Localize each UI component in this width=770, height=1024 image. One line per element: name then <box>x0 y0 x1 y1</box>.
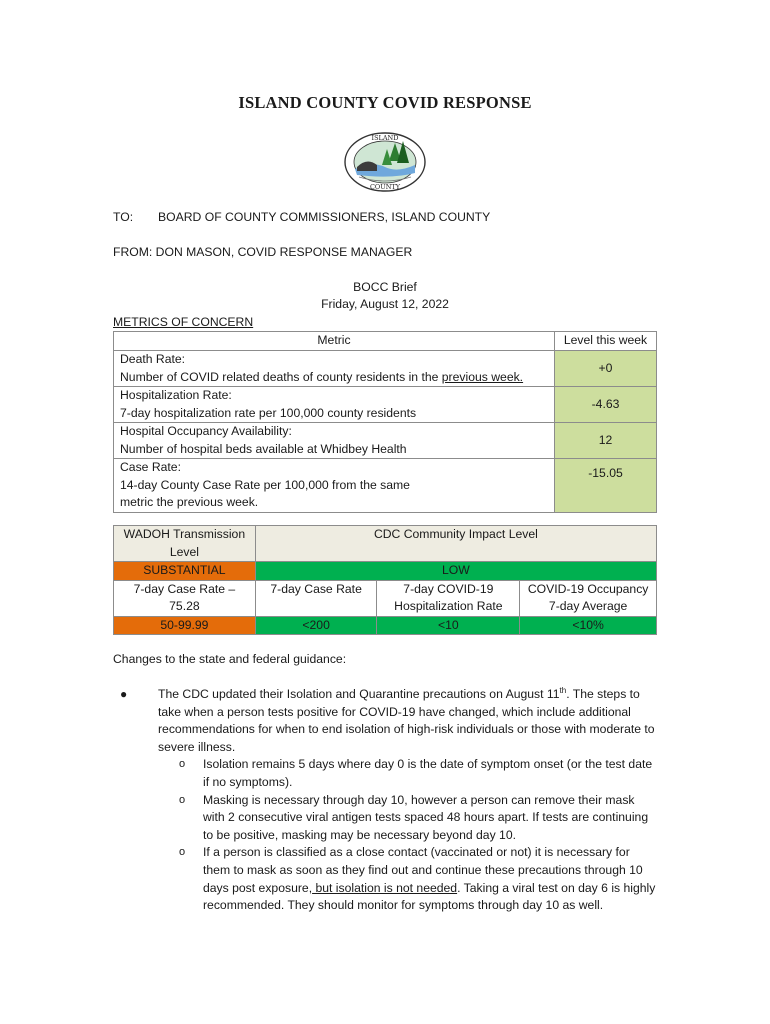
level-row <box>114 562 657 581</box>
metric-name: Case Rate: <box>120 460 181 474</box>
level-col-header: Level this week <box>555 332 657 351</box>
cdc-range: <10% <box>520 616 657 635</box>
brief-title: BOCC Brief <box>353 280 417 294</box>
metric-name: Death Rate: <box>120 352 186 366</box>
table-row <box>114 459 657 513</box>
cdc-metric: 7-day COVID-19 Hospitalization Rate <box>377 580 520 616</box>
sub-list-item: o Masking is necessary through day 10, however a person can remove their mask with 2 consecutive viral antigen tests spaced 48 hours apart. If tests are continuing to be positive, masking may be necessary beyond day 10. <box>179 792 649 842</box>
to-label: TO: <box>113 210 134 224</box>
metric-value: 12 <box>555 423 657 459</box>
circle-bullet-icon: o <box>179 793 186 806</box>
metrics-section-title: METRICS OF CONCERN <box>113 315 254 329</box>
circle-bullet-icon: o <box>179 846 186 859</box>
brief-date: Friday, August 12, 2022 <box>321 297 449 311</box>
from-line <box>113 244 412 261</box>
transmission-header-row <box>114 526 657 562</box>
metrics-table <box>113 331 657 513</box>
ranges-row <box>114 616 657 635</box>
metric-desc: 14-day County Case Rate per 100,000 from the same metric the previous week. <box>120 477 410 509</box>
metric-name: Hospitalization Rate: <box>120 388 232 402</box>
sub-list-item: o If a person is classified as a close contact (vaccinated or not) it is necessary for them to mask as soon as they find out and continue these precautions through 10 days post exposure, but isolation is not needed. Taking a viral test on day 6 is highly recommended. They should monitor for symptoms through day 10 as well. <box>179 845 656 913</box>
to-value: BOARD OF COUNTY COMMISSIONERS, ISLAND COUNTY <box>158 210 491 224</box>
wadoh-level-badge: SUBSTANTIAL <box>114 562 256 581</box>
metric-value: +0 <box>555 351 657 387</box>
cdc-header: CDC Community Impact Level <box>255 526 656 562</box>
metric-col-header: Metric <box>114 332 555 351</box>
sub-list-item: o Isolation remains 5 days where day 0 is the date of symptom onset (or the test date if no symptoms). <box>179 757 653 789</box>
cdc-level-badge: LOW <box>255 562 656 581</box>
island-county-logo <box>343 131 427 193</box>
list-item: ● The CDC updated their Isolation and Quarantine precautions on August 11th. The steps to take when a person tests positive for COVID-19 have changed, which include additional recommendations for when to end isolation of high-risk individuals or those with moderate to severe illness. <box>120 685 655 754</box>
cdc-range: <200 <box>255 616 377 635</box>
metric-value: -4.63 <box>555 387 657 423</box>
metric-desc: 7-day hospitalization rate per 100,000 county residents <box>120 405 417 420</box>
wadoh-metric: 7-day Case Rate – 75.28 <box>114 580 256 616</box>
from-label: FROM: <box>113 245 153 259</box>
metric-name: Hospital Occupancy Availability: <box>120 424 292 438</box>
table-row <box>114 387 657 423</box>
cdc-metric: 7-day Case Rate <box>255 580 377 616</box>
metric-value: -15.05 <box>555 459 657 513</box>
guidance-list <box>120 685 658 915</box>
metric-desc: Number of COVID related deaths of county residents in the previous week. <box>120 369 524 384</box>
metrics-header-row <box>114 332 657 351</box>
page-title: ISLAND COUNTY COVID RESPONSE <box>238 93 532 112</box>
logo-text-bottom: COUNTY <box>369 183 401 191</box>
transmission-table <box>113 525 657 635</box>
cdc-metric: COVID-19 Occupancy 7-day Average <box>520 580 657 616</box>
wadoh-header: WADOH Transmission Level <box>114 526 256 562</box>
wadoh-range: 50-99.99 <box>114 616 256 635</box>
circle-bullet-icon: o <box>179 758 186 771</box>
cdc-range: <10 <box>377 616 520 635</box>
metric-desc: Number of hospital beds available at Whidbey Health <box>120 441 407 456</box>
table-row <box>114 423 657 459</box>
logo-text-top: ISLAND <box>371 134 399 142</box>
guidance-intro: Changes to the state and federal guidance: <box>113 652 347 666</box>
table-row <box>114 351 657 387</box>
bullet-icon: ● <box>120 687 128 701</box>
metric-names-row <box>114 580 657 616</box>
from-value: DON MASON, COVID RESPONSE MANAGER <box>155 245 413 259</box>
